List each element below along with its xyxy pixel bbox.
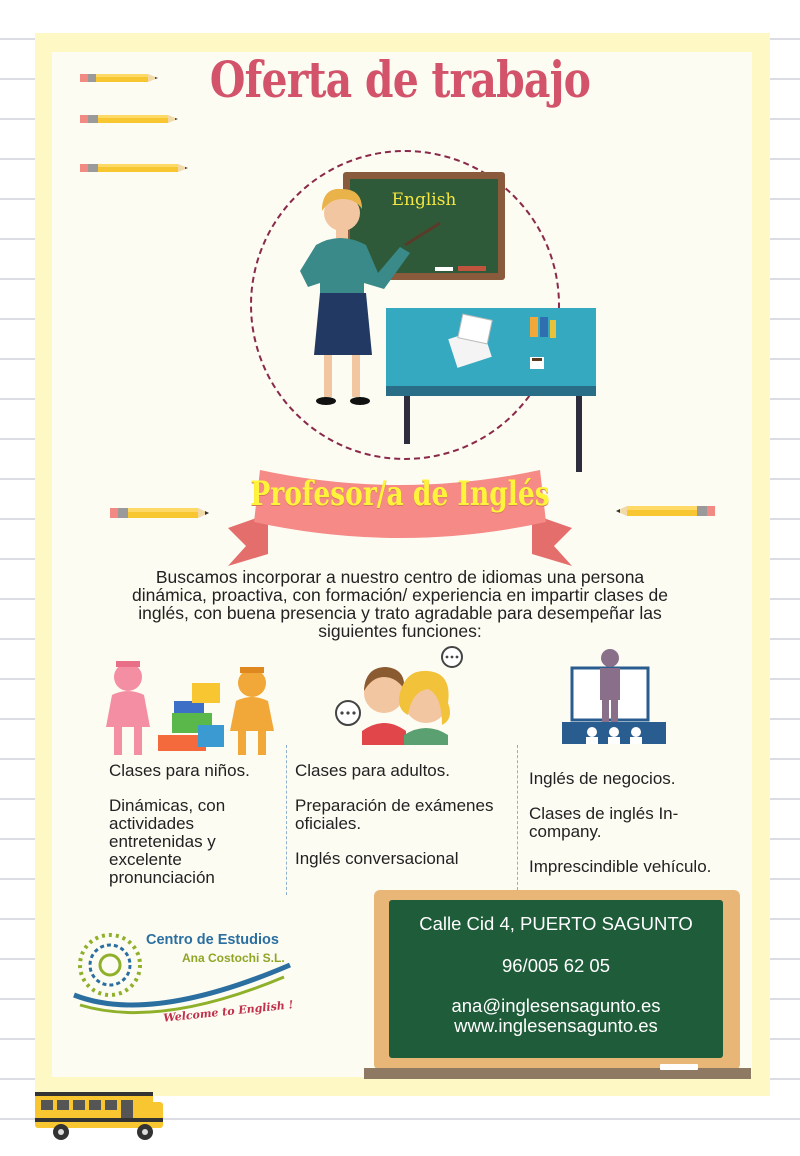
pencil-icon [615, 504, 715, 518]
pencil-icon [80, 162, 190, 174]
list-item: Inglés conversacional [295, 849, 459, 868]
contact-web[interactable]: www.inglesensagunto.es [454, 1015, 658, 1036]
column-children [109, 762, 274, 904]
column-divider [286, 745, 287, 895]
column-business [529, 770, 759, 893]
logo-line2: Ana Costochi S.L. [182, 951, 285, 965]
list-item: Clases para niños. [109, 761, 250, 780]
adults-chat-icon [330, 645, 470, 745]
board-word: English [391, 190, 457, 210]
presentation-icon [558, 646, 673, 746]
list-item: Imprescindible vehículo. [529, 857, 712, 876]
contact-phone[interactable]: 96/005 62 05 [501, 955, 611, 976]
school-bus-icon [33, 1088, 165, 1142]
list-item: Inglés de negocios. [529, 769, 676, 788]
contact-address: Calle Cid 4, PUERTO SAGUNTO [419, 913, 693, 934]
intro-text: Buscamos incorporar a nuestro centro de idiomas una persona dinámica, proactiva, con formación/ experiencia en impartir clases de inglés, con buena presencia y trato agradable para desempeñar las siguientes funciones: [132, 567, 668, 641]
chalk-icon [660, 1064, 698, 1070]
pencil-icon [80, 113, 180, 125]
contact-email[interactable]: ana@inglesensagunto.es [451, 995, 661, 1016]
children-blocks-icon [100, 655, 280, 760]
pencil-icon [110, 506, 210, 520]
page-title: Oferta de trabajo [209, 50, 591, 109]
column-divider [517, 745, 518, 890]
column-adults [295, 762, 510, 885]
list-item: Clases para adultos. [295, 761, 450, 780]
logo-line1: Centro de Estudios [146, 932, 279, 948]
teacher-illustration [280, 165, 610, 475]
position-title: Profesor/a de Inglés [250, 474, 550, 514]
list-item: Dinámicas, con actividades entretenidas y excelente pronunciación [109, 796, 226, 887]
logo-slogan: Welcome to English ! [162, 998, 294, 1025]
list-item: Preparación de exámenes oficiales. [295, 796, 494, 833]
list-item: Clases de inglés In-company. [529, 804, 679, 841]
